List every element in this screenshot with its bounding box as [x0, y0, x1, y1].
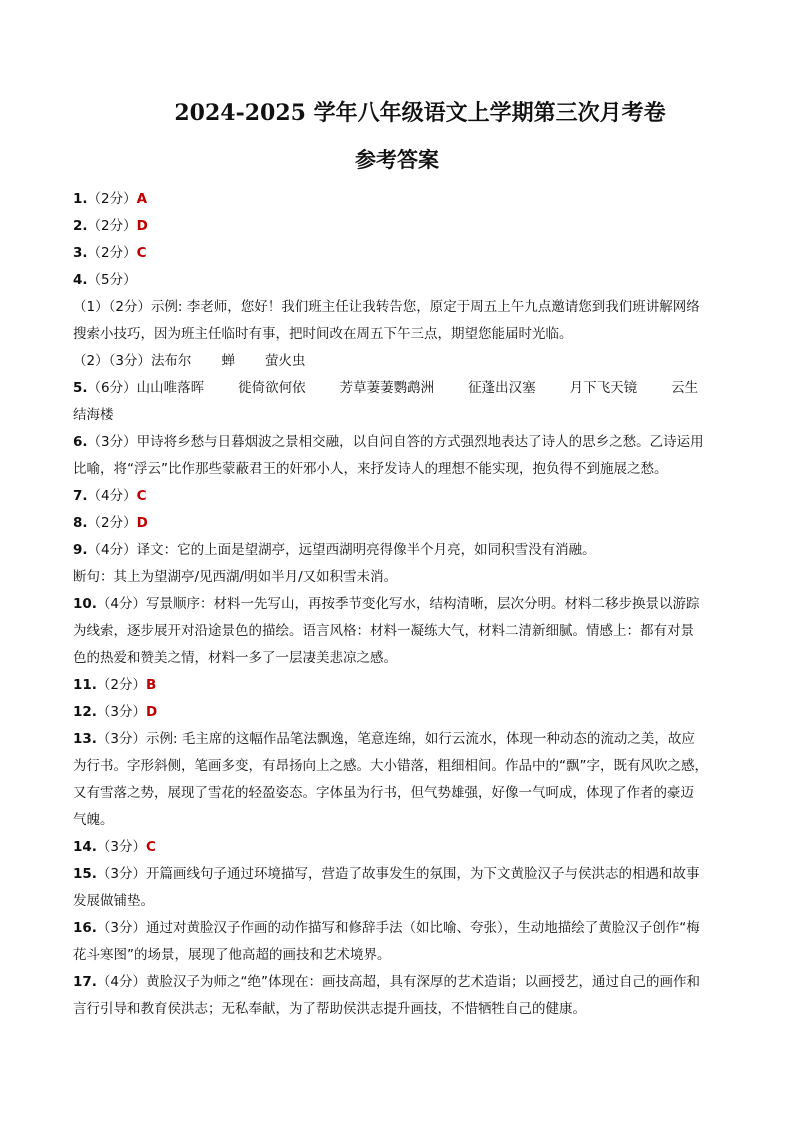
question-number: 1.	[73, 191, 88, 207]
question-score: （3分）	[87, 434, 137, 450]
question-score: （3分）	[96, 920, 147, 936]
answer-item-14	[73, 834, 725, 861]
choice-answer: D	[146, 704, 158, 720]
question-number: 8.	[73, 515, 88, 531]
answer-text: 甲诗将乡愁与日暮烟波之景相交融，以自问自答的方式强烈地表达了诗人的思乡之愁。乙诗运用	[136, 434, 704, 450]
answer-text: 开篇画线句子通过环境描写，营造了故事发生的氛围，为下文黄脸汉子与侯洪志的相遇和故事	[146, 866, 700, 882]
question-score: （2分）	[96, 677, 147, 693]
choice-answer: C	[136, 245, 147, 261]
question-number: 7.	[73, 488, 88, 504]
answer-text: 断句：其上为望湖亭/见西湖/明如半月/又如积雪未消。	[73, 569, 398, 585]
question-number: 12.	[73, 704, 97, 720]
answer-item-6	[73, 429, 725, 483]
question-score: （2分）	[87, 245, 137, 261]
question-number: 14.	[73, 839, 97, 855]
answer-item-11	[73, 672, 725, 699]
answer-text: 发展做铺垫。	[73, 893, 154, 909]
answer-text: 搜索小技巧，因为班主任临时有事，把时间改在周五下午三点，期望您能届时光临。	[73, 326, 573, 342]
sub-question-label: （1）（2分）	[73, 299, 151, 315]
question-score: （3分）	[96, 866, 147, 882]
choice-answer: C	[146, 839, 156, 855]
poem-line: 芳草萋萋鹦鹉洲	[339, 380, 435, 396]
answer-item-4	[73, 267, 725, 375]
page-subtitle: 参考答案	[355, 147, 439, 172]
question-number: 16.	[73, 920, 97, 936]
answer-item-2	[73, 213, 725, 240]
answer-term: 萤火虫	[264, 353, 306, 369]
answer-list	[73, 186, 725, 1023]
question-score: （5分）	[87, 272, 137, 288]
question-number: 17.	[73, 974, 97, 990]
answer-item-16	[73, 915, 725, 969]
poem-line: 征蓬出汉塞	[468, 380, 536, 396]
question-score: （4分）	[96, 596, 147, 612]
question-number: 5.	[73, 380, 88, 396]
answer-text: 花斗寒图”的场景，展现了他高超的画技和艺术境界。	[73, 947, 391, 963]
choice-answer: B	[146, 677, 157, 693]
answer-text: 为行书。字形斜侧，笔画多变，有昂扬向上之感。大小错落，粗细相间。作品中的“飘”字，既有风吹之感，	[73, 758, 708, 774]
answer-text: 黄脸汉子为师之“绝”体现在：画技高超，具有深厚的艺术造诣；以画授艺，通过自己的画作和	[146, 974, 701, 990]
answer-item-8	[73, 510, 725, 537]
answer-text: 言行引导和教育侯洪志；无私奉献，为了帮助侯洪志提升画技，不惜牺牲自己的健康。	[73, 1001, 586, 1017]
answer-text: 示例: 李老师，您好！我们班主任让我转告您，原定于周五上午九点邀请您到我们班讲解网络	[150, 299, 700, 315]
answer-item-13	[73, 726, 725, 834]
question-score: （6分）	[87, 380, 137, 396]
answer-text: 示例: 毛主席的这幅作品笔法飘逸，笔意连绵，如行云流水，体现一种动态的流动之美，故应	[146, 731, 695, 747]
choice-answer: C	[136, 488, 147, 504]
question-score: （2分）	[87, 218, 137, 234]
answer-item-3	[73, 240, 725, 267]
question-number: 15.	[73, 866, 97, 882]
answer-item-5	[73, 375, 725, 429]
answer-text: 译文：它的上面是望湖亭，远望西湖明亮得像半个月亮，如同积雪没有消融。	[136, 542, 596, 558]
question-score: （3分）	[96, 839, 147, 855]
answer-text: 气魄。	[73, 812, 114, 828]
answer-term: 法布尔	[150, 353, 192, 369]
answer-item-17	[73, 969, 725, 1023]
answer-text: 色的热爱和赞美之情，材料一多了一层凄美悲凉之感。	[73, 650, 397, 666]
question-number: 11.	[73, 677, 97, 693]
question-number: 10.	[73, 596, 97, 612]
choice-answer: D	[136, 515, 148, 531]
question-score: （4分）	[96, 974, 147, 990]
question-score: （4分）	[87, 488, 137, 504]
answer-text: 写景顺序：材料一先写山，再按季节变化写水，结构清晰，层次分明。材料二移步换景以游踪	[146, 596, 700, 612]
answer-item-12	[73, 699, 725, 726]
answer-item-10	[73, 591, 725, 672]
question-number: 3.	[73, 245, 88, 261]
question-number: 6.	[73, 434, 88, 450]
question-number: 9.	[73, 542, 88, 558]
question-number: 13.	[73, 731, 97, 747]
question-score: （2分）	[87, 191, 137, 207]
choice-answer: A	[136, 191, 148, 207]
answer-text: 比喻，将“浮云”比作那些蒙蔽君王的奸邪小人，来抒发诗人的理想不能实现，抱负得不到施展之愁。	[73, 461, 668, 477]
answer-term: 蝉	[221, 353, 235, 369]
question-score: （3分）	[96, 704, 147, 720]
poem-line: 结海楼	[73, 407, 114, 423]
answer-text: 又有雪落之势，展现了雪花的轻盈姿态。字体虽为行书，但气势雄强，好像一气呵成，体现了作者的豪迈	[73, 785, 694, 801]
question-score: （3分）	[96, 731, 147, 747]
poem-line: 山山唯落晖	[136, 380, 205, 396]
answer-text: 为线索，逐步展开对沿途景色的描绘。语言风格：材料一凝练大气，材料二清新细腻。情感上：都有对景	[73, 623, 694, 639]
poem-line: 云生	[671, 380, 699, 396]
answer-item-15	[73, 861, 725, 915]
sub-question-label: （2）（3分）	[73, 353, 151, 369]
answer-item-1	[73, 186, 725, 213]
answer-item-7	[73, 483, 725, 510]
page-title: 2024-2025 学年八年级语文上学期第三次月考卷	[174, 100, 666, 126]
question-score: （2分）	[87, 515, 137, 531]
poem-line: 徙倚欲何依	[238, 380, 306, 396]
answer-text: 通过对黄脸汉子作画的动作描写和修辞手法（如比喻、夸张），生动地描绘了黄脸汉子创作“梅	[146, 920, 700, 936]
choice-answer: D	[136, 218, 148, 234]
question-number: 2.	[73, 218, 88, 234]
poem-line: 月下飞天镜	[569, 380, 638, 396]
answer-item-9	[73, 537, 725, 591]
question-number: 4.	[73, 272, 88, 288]
question-score: （4分）	[87, 542, 137, 558]
